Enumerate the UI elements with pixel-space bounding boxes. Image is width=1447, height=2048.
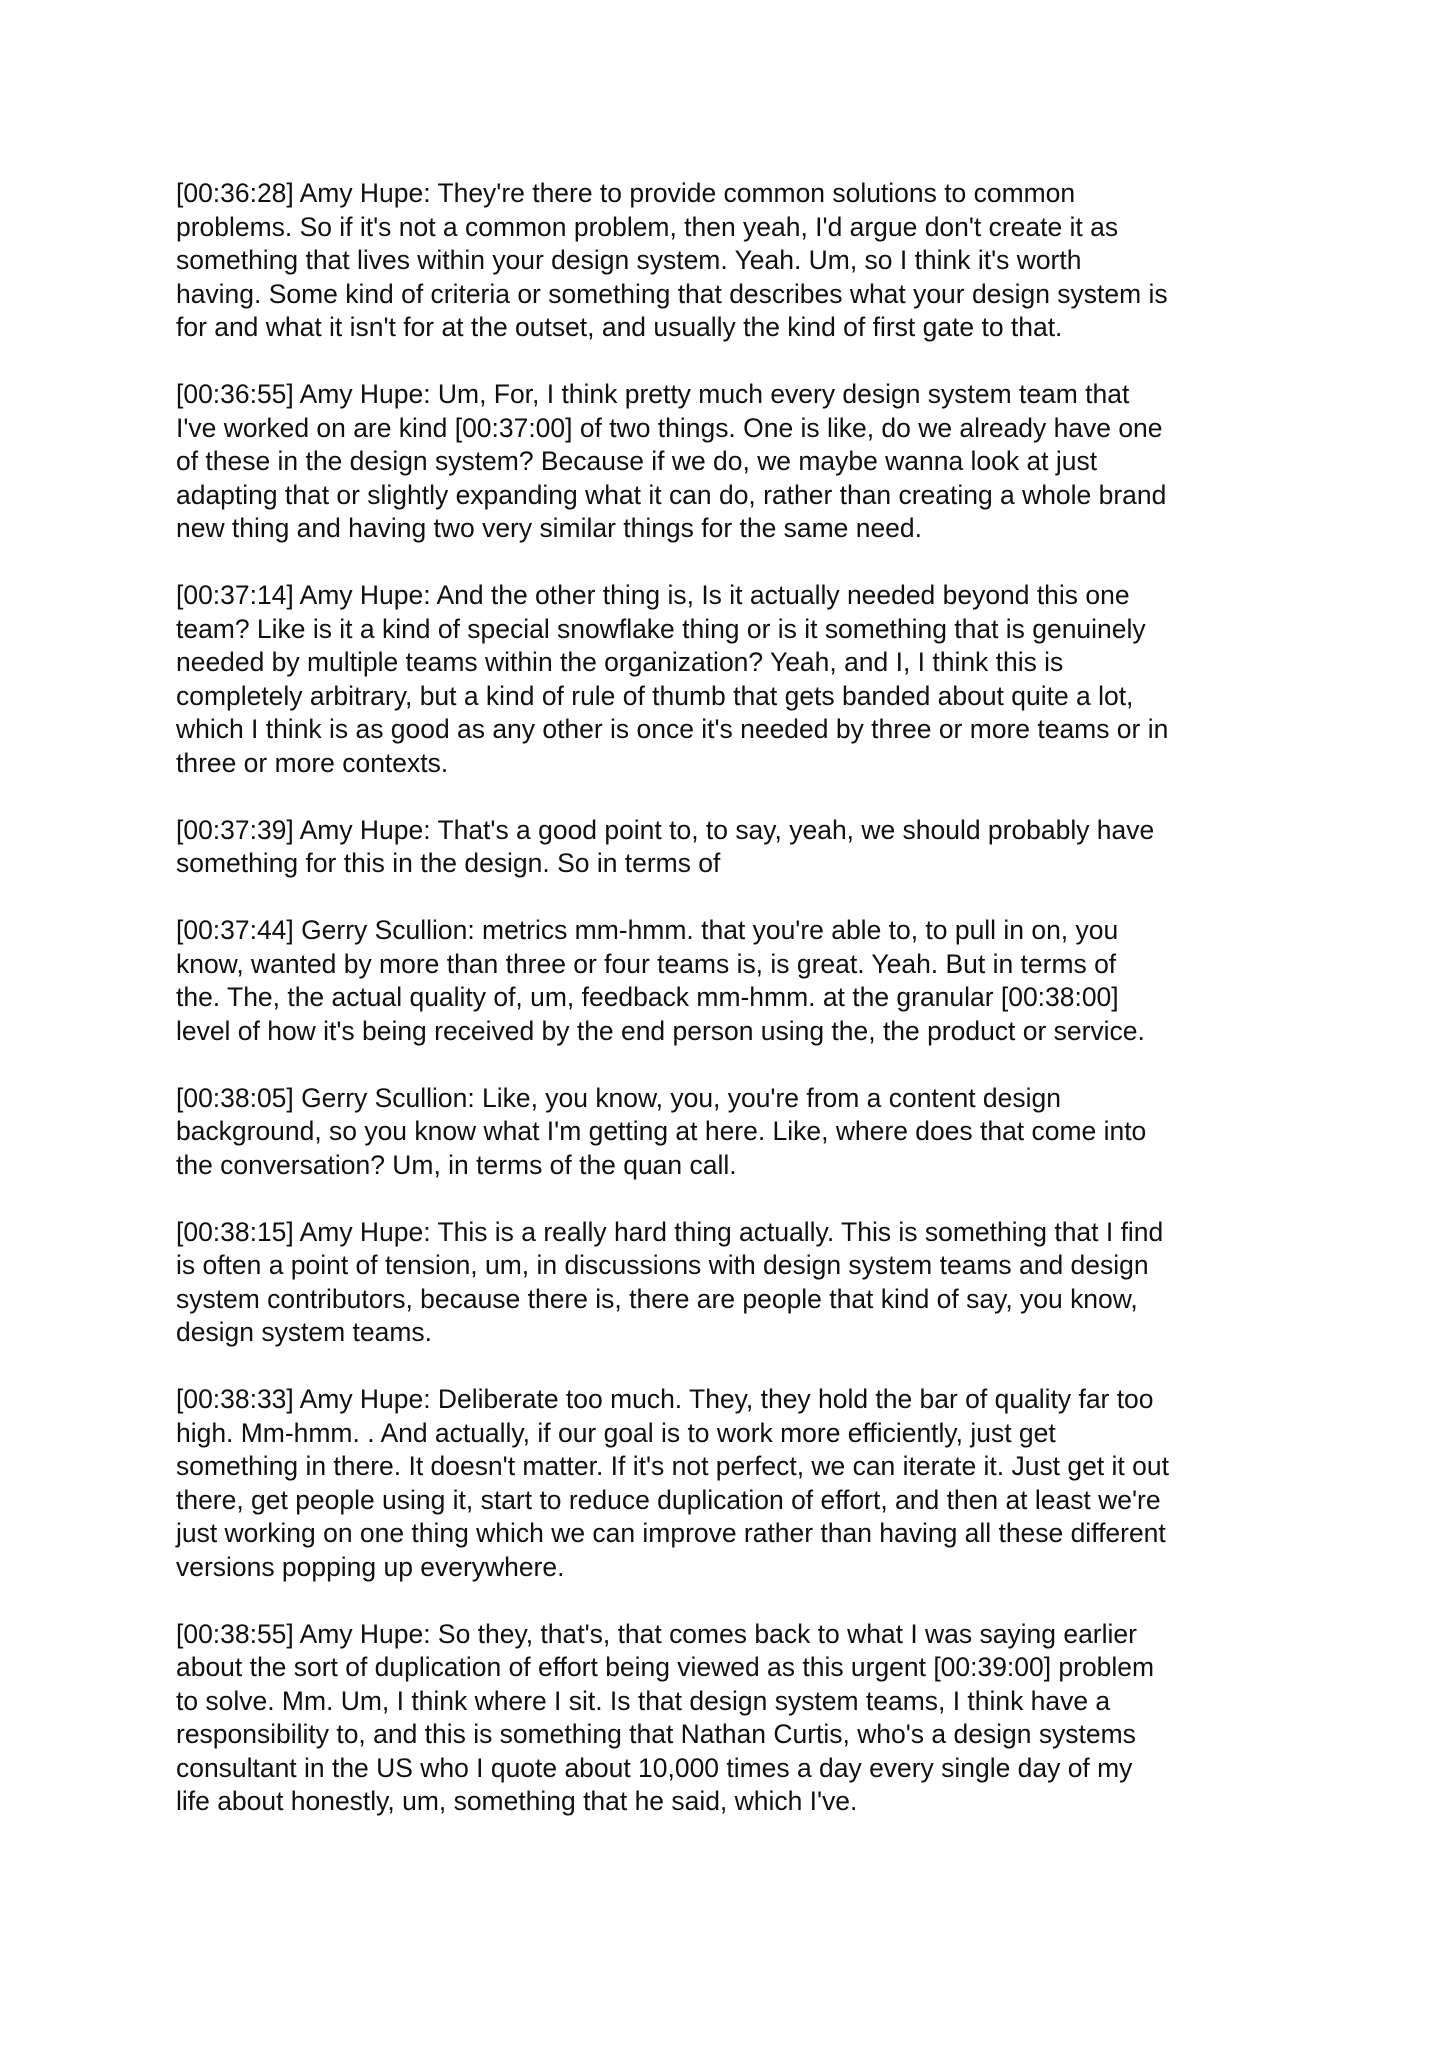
transcript-line: [00:38:55] Amy Hupe: So they, that's, that comes back to what I was saying earlier <box>176 1618 1137 1649</box>
transcript-line: the conversation? Um, in terms of the quan call. <box>176 1149 737 1180</box>
transcript-line: to solve. Mm. Um, I think where I sit. Is that design system teams, I think have a <box>176 1685 1111 1716</box>
transcript-line: [00:38:05] Gerry Scullion: Like, you know, you, you're from a content design <box>176 1082 1061 1113</box>
transcript-line: is often a point of tension, um, in discussions with design system teams and design <box>176 1250 1149 1280</box>
transcript-line: [00:37:44] Gerry Scullion: metrics mm-hmm. that you're able to, to pull in on, you <box>176 915 1119 945</box>
transcript-line: life about honestly, um, something that he said, which I've. <box>176 1786 858 1816</box>
transcript-line: three or more contexts. <box>176 747 449 778</box>
transcript-line: [00:36:55] Amy Hupe: Um, For, I think pretty much every design system team that <box>176 379 1130 409</box>
transcript-line: I've worked on are kind [00:37:00] of two things. One is like, do we already have one <box>176 412 1163 443</box>
transcript-line: something that lives within your design system. Yeah. Um, so I think it's worth <box>176 245 1082 275</box>
transcript-line: just working on one thing which we can improve rather than having all these different <box>176 1518 1166 1548</box>
transcript-line: team? Like is it a kind of special snowflake thing or is it something that is genuinely <box>176 613 1146 644</box>
transcript-line: which I think is as good as any other is once it's needed by three or more teams or in <box>176 714 1169 744</box>
transcript-paragraph <box>176 177 1296 345</box>
transcript-line: something in there. It doesn't matter. If it's not perfect, we can iterate it. Just get it out <box>176 1451 1169 1481</box>
transcript-paragraph <box>176 1618 1296 1819</box>
transcript-line: [00:36:28] Amy Hupe: They're there to provide common solutions to common <box>176 178 1076 208</box>
transcript-line: the. The, the actual quality of, um, feedback mm-hmm. at the granular [00:38:00] <box>176 982 1119 1012</box>
transcript-paragraph <box>176 579 1296 780</box>
transcript-line: design system teams. <box>176 1317 432 1347</box>
transcript-line: [00:38:15] Amy Hupe: This is a really hard thing actually. This is something that I find <box>176 1216 1164 1247</box>
transcript-document <box>176 177 1296 1852</box>
transcript-line: know, wanted by more than three or four teams is, is great. Yeah. But in terms of <box>176 948 1117 979</box>
transcript-line: background, so you know what I'm getting at here. Like, where does that come into <box>176 1116 1147 1146</box>
transcript-line: [00:37:14] Amy Hupe: And the other thing is, Is it actually needed beyond this one <box>176 580 1130 610</box>
transcript-paragraph <box>176 914 1296 1048</box>
transcript-line: for and what it isn't for at the outset, and usually the kind of first gate to that. <box>176 312 1063 342</box>
transcript-line: there, get people using it, start to reduce duplication of effort, and then at least we're <box>176 1484 1161 1515</box>
transcript-paragraph <box>176 1383 1296 1584</box>
transcript-paragraph <box>176 378 1296 546</box>
transcript-line: [00:38:33] Amy Hupe: Deliberate too much. They, they hold the bar of quality far too <box>176 1384 1154 1414</box>
transcript-line: versions popping up everywhere. <box>176 1551 565 1582</box>
transcript-paragraph <box>176 1216 1296 1350</box>
transcript-line: adapting that or slightly expanding what it can do, rather than creating a whole brand <box>176 479 1167 510</box>
transcript-line: new thing and having two very similar things for the same need. <box>176 513 922 543</box>
transcript-line: of these in the design system? Because if we do, we maybe wanna look at just <box>176 446 1098 476</box>
transcript-line: [00:37:39] Amy Hupe: That's a good point to, to say, yeah, we should probably have <box>176 814 1155 845</box>
transcript-line: completely arbitrary, but a kind of rule of thumb that gets banded about quite a lot, <box>176 680 1134 711</box>
transcript-line: level of how it's being received by the end person using the, the product or service. <box>176 1015 1145 1046</box>
transcript-line: needed by multiple teams within the organization? Yeah, and I, I think this is <box>176 647 1064 677</box>
transcript-paragraph <box>176 814 1296 881</box>
transcript-line: responsibility to, and this is something that Nathan Curtis, who's a design systems <box>176 1719 1136 1749</box>
transcript-line: about the sort of duplication of effort being viewed as this urgent [00:39:00] problem <box>176 1652 1155 1682</box>
transcript-line: problems. So if it's not a common problem, then yeah, I'd argue don't create it as <box>176 211 1119 242</box>
transcript-line: consultant in the US who I quote about 10,000 times a day every single day of my <box>176 1752 1133 1783</box>
transcript-line: having. Some kind of criteria or something that describes what your design system is <box>176 278 1168 309</box>
transcript-paragraph <box>176 1082 1296 1183</box>
transcript-line: something for this in the design. So in terms of <box>176 848 721 878</box>
transcript-line: high. Mm-hmm. . And actually, if our goal is to work more efficiently, just get <box>176 1417 1056 1448</box>
transcript-line: system contributors, because there is, there are people that kind of say, you know, <box>176 1283 1138 1314</box>
